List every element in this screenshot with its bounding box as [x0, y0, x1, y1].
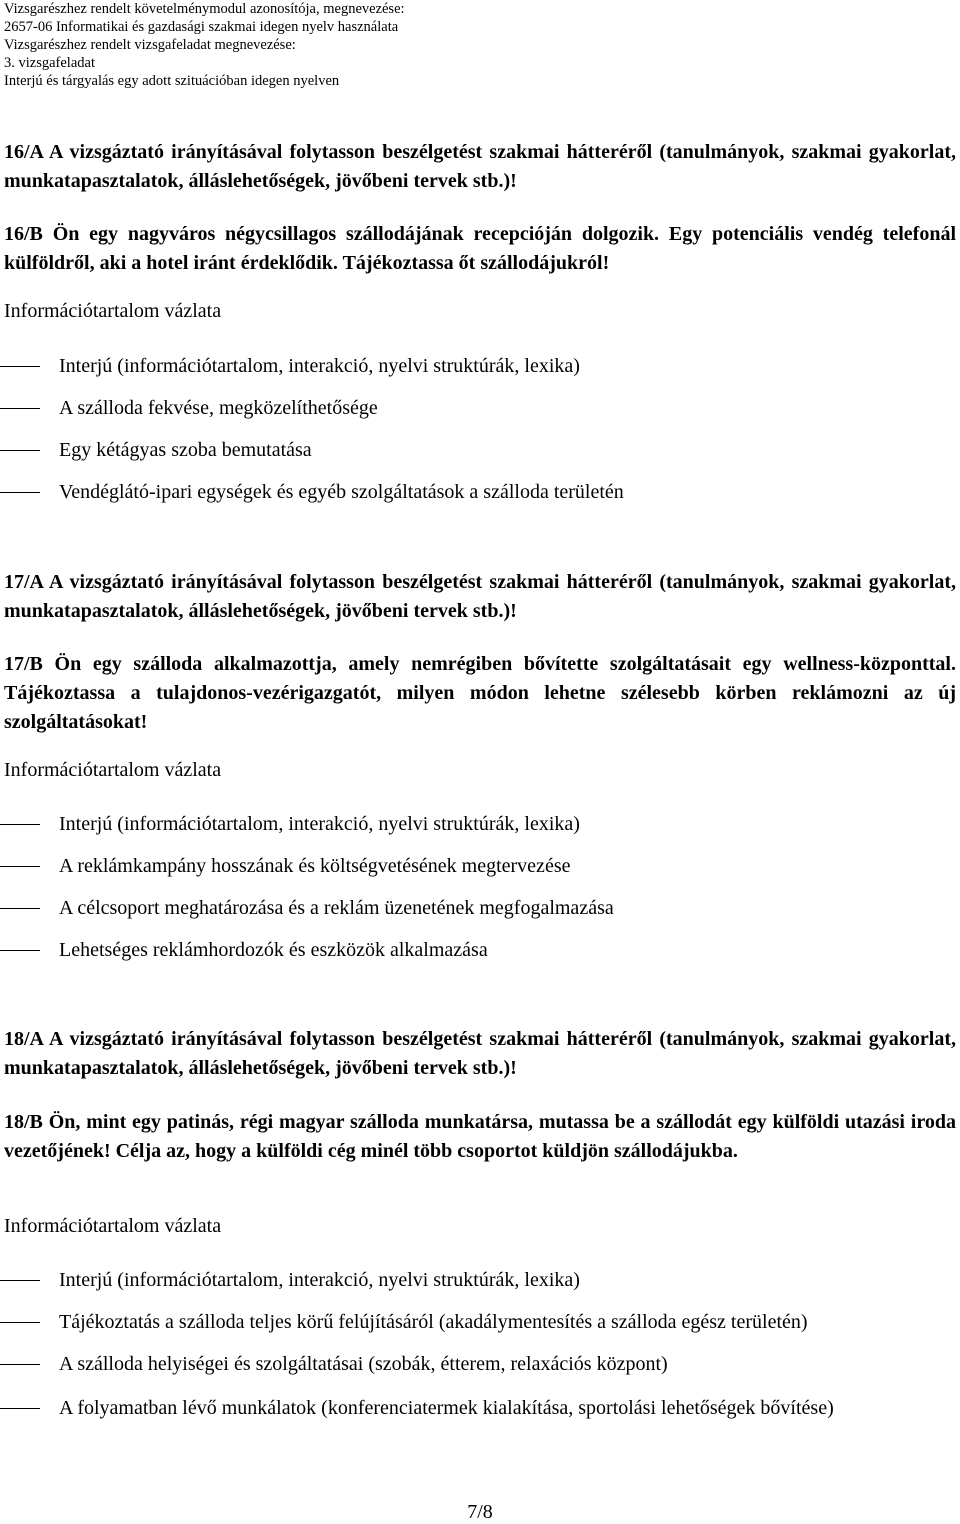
dash-bullet [0, 866, 40, 867]
outline-label-18: Információtartalom vázlata [4, 1215, 222, 1237]
dash-bullet [0, 1322, 40, 1323]
header-line: 2657-06 Informatikai és gazdasági szakmai idegen nyelv használata [4, 19, 399, 35]
dash-bullet [0, 1364, 40, 1365]
dash-bullet [0, 950, 40, 951]
task-16a: 16/A A vizsgáztató irányításával folytasson beszélgetést szakmai hátteréről (tanulmányok, szakmai gyakorlat, munkatapasztalatok, álláslehetőségek, jövőbeni tervek stb.)! [4, 141, 956, 192]
task-17b: 17/B Ön egy szálloda alkalmazottja, amely nemrégiben bővítette szolgáltatásait egy wellness-központtal. Tájékoztassa a tulajdonos-vezérigazgatót, milyen módon lehetne szélesebb körben reklámozni az új szolgáltatásokat! [4, 653, 956, 733]
page-number: 7/8 [467, 1501, 493, 1523]
header-line: Vizsgarészhez rendelt követelménymodul azonosítója, megnevezése: [4, 1, 405, 17]
dash-bullet [0, 450, 40, 451]
task-16b: 16/B Ön egy nagyváros négycsillagos szállodájának recepcióján dolgozik. Egy potenciális vendég telefonál külföldről, aki a hotel iránt érdeklődik. Tájékoztassa őt szállodájukról! [4, 223, 956, 274]
task-17a: 17/A A vizsgáztató irányításával folytasson beszélgetést szakmai hátteréről (tanulmányok, szakmai gyakorlat, munkatapasztalatok, álláslehetőségek, jövőbeni tervek stb.)! [4, 571, 956, 622]
header-line: 3. vizsgafeladat [4, 55, 95, 71]
outline-label-16: Információtartalom vázlata [4, 300, 222, 322]
dash-bullet [0, 1280, 40, 1281]
dash-bullet [0, 492, 40, 493]
dash-bullet [0, 824, 40, 825]
task-18a: 18/A A vizsgáztató irányításával folytasson beszélgetést szakmai hátteréről (tanulmányok, szakmai gyakorlat, munkatapasztalatok, álláslehetőségek, jövőbeni tervek stb.)! [4, 1028, 956, 1079]
task-18b: 18/B Ön, mint egy patinás, régi magyar szálloda munkatársa, mutassa be a szállodát egy külföldi utazási iroda vezetőjének! Célja az, hogy a külföldi cég minél több csoportot küldjön szállodájukba. [4, 1111, 956, 1162]
dash-bullet [0, 408, 40, 409]
header-line: Vizsgarészhez rendelt vizsgafeladat megnevezése: [4, 37, 296, 53]
document-header [4, 0, 405, 90]
dash-bullet [0, 366, 40, 367]
dash-bullet [0, 1408, 40, 1409]
outline-label-17: Információtartalom vázlata [4, 759, 222, 781]
dash-bullet [0, 908, 40, 909]
header-line: Interjú és tárgyalás egy adott szituációban idegen nyelven [4, 73, 340, 89]
